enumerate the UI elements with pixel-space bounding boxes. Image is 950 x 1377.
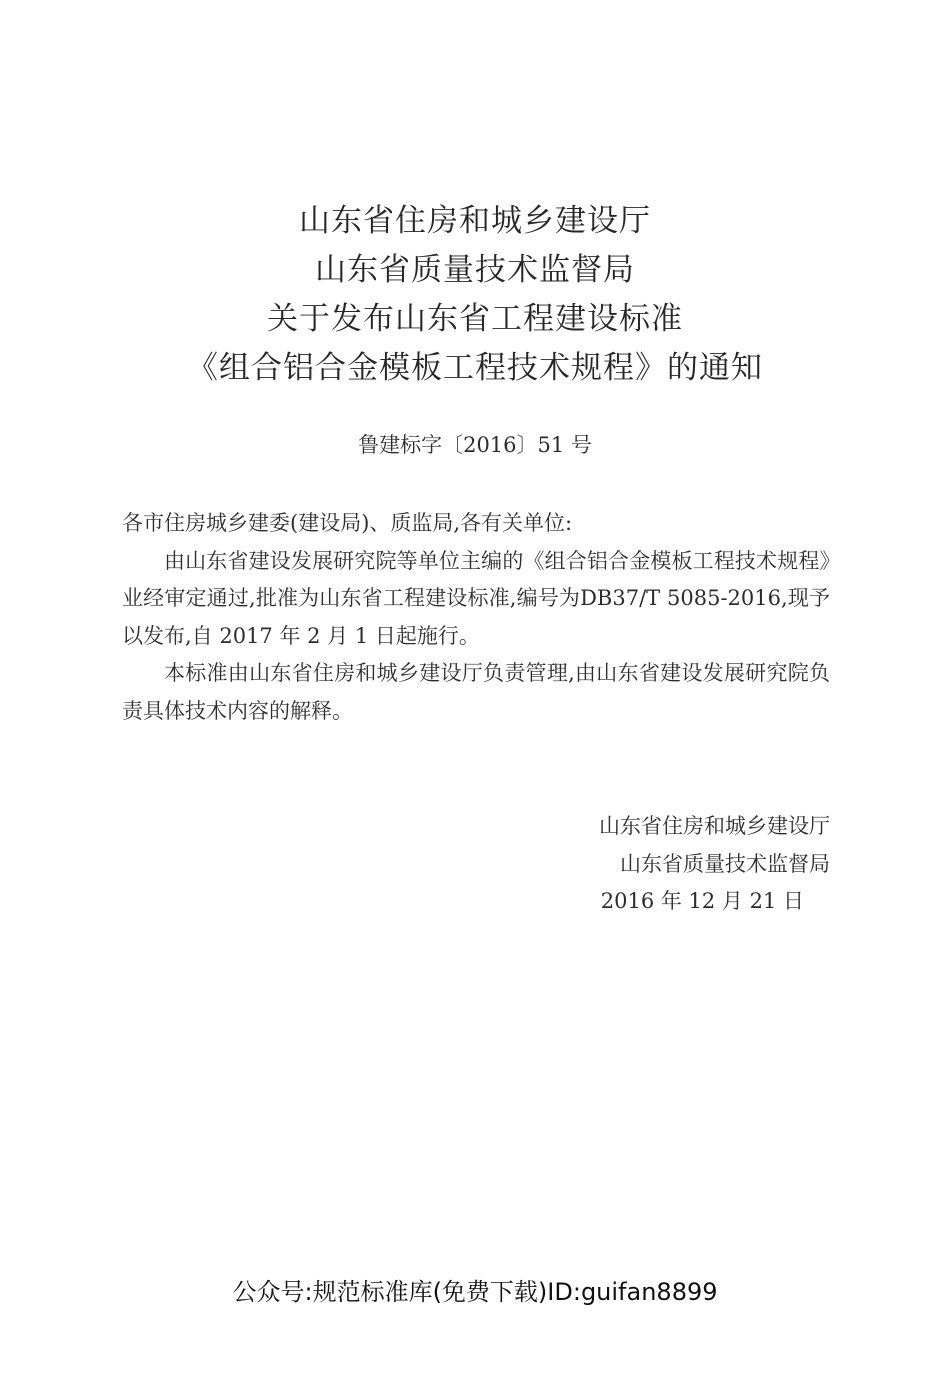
title-line-issuer-2: 山东省质量技术监督局 — [315, 252, 635, 288]
notice-body — [122, 505, 830, 730]
title-line-issuer-1: 山东省住房和城乡建设厅 — [299, 203, 651, 239]
signature-issuer-2: 山东省质量技术监督局 — [620, 851, 830, 876]
document-number: 鲁建标字〔2016〕51 号 — [358, 433, 592, 457]
title-line-standard-name: 《组合铝合金模板工程技术规程》的通知 — [187, 350, 763, 386]
body-paragraph: 本标准由山东省住房和城乡建设厅负责管理,由山东省建设发展研究院负责具体技术内容的解释。 — [122, 661, 830, 723]
signature-date: 2016 年 12 月 21 日 — [600, 889, 804, 913]
footer-watermark-note: 公众号:规范标准库(免费下载)ID:guifan8899 — [232, 1278, 718, 1306]
salutation: 各市住房城乡建委(建设局)、质监局,各有关单位: — [122, 511, 573, 535]
signature-issuer-1: 山东省住房和城乡建设厅 — [599, 814, 830, 838]
title-line-subject: 关于发布山东省工程建设标准 — [267, 301, 683, 337]
body-paragraph: 由山东省建设发展研究院等单位主编的《组合铝合金模板工程技术规程》业经审定通过,批准为山东省工程建设标准,编号为DB37/T 5085-2016,现予以发布,自 2017 年 2 月 1 日起施行。 — [122, 548, 830, 648]
signature-block — [430, 808, 830, 921]
notice-title — [0, 197, 950, 393]
